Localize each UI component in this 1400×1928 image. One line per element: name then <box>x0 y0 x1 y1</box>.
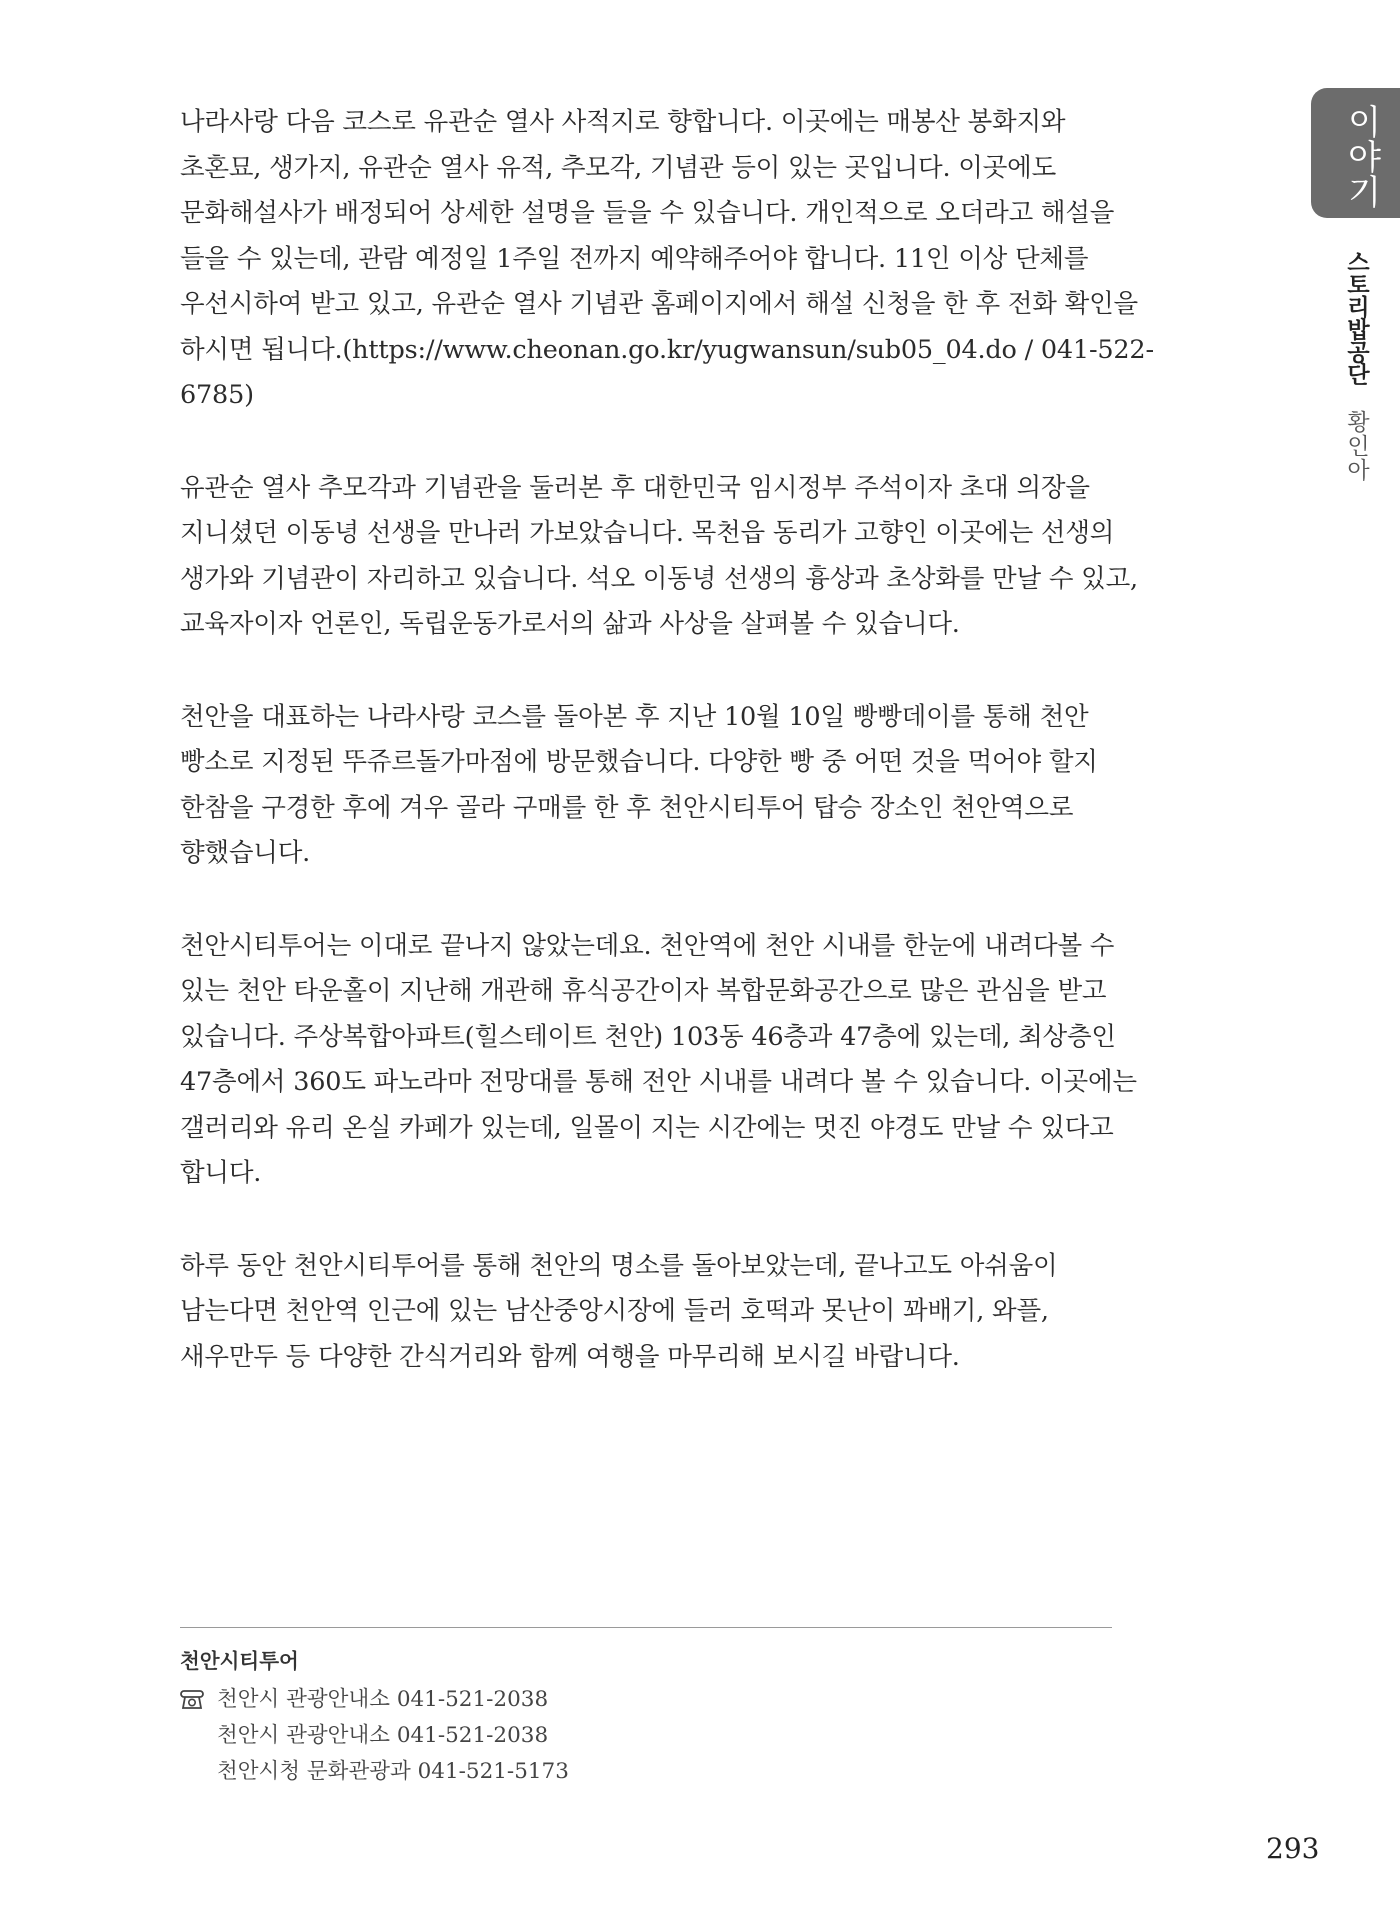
text-line: 천안을 대표하는 나라사랑 코스를 돌아본 후 지난 10월 10일 빵빵데이를 통해 천안 <box>180 701 1089 732</box>
text-line: 향했습니다. <box>180 838 311 868</box>
section-label: 스토리밥공단 <box>1343 250 1369 385</box>
paragraph <box>180 466 1160 648</box>
text-line: 교육자이자 언론인, 독립운동가로서의 삶과 사상을 살펴볼 수 있습니다. <box>180 609 960 639</box>
text-line: 있습니다. 주상복합아파트(힐스테이트 천안) 103동 46층과 47층에 있는데, 최상층인 <box>180 1021 1116 1052</box>
text-line: 나라사랑 다음 코스로 유관순 열사 사적지로 향합니다. 이곳에는 매봉산 봉화지와 <box>180 107 1066 137</box>
text-line: 유관순 열사 추모각과 기념관을 둘러본 후 대한민국 임시정부 주석이자 초대 의장을 <box>180 472 1090 503</box>
text-line: 합니다. <box>180 1158 262 1188</box>
contact-line: 천안시 관광안내소 041-521-2038 <box>217 1723 549 1748</box>
text-line: 문화해설사가 배정되어 상세한 설명을 들을 수 있습니다. 개인적으로 오더라고 해설을 <box>180 198 1115 228</box>
text-line: 남는다면 천안역 인근에 있는 남산중앙시장에 들러 호떡과 못난이 꽈배기, 와플, <box>180 1296 1049 1326</box>
paragraph <box>180 924 1160 1197</box>
text-line: 우선시하여 받고 있고, 유관순 열사 기념관 홈페이지에서 해설 신청을 한 후 전화 확인을 <box>180 289 1138 319</box>
phone-icon <box>180 1690 204 1710</box>
text-line: 하시면 됩니다.(https://www.cheonan.go.kr/yugwansun/sub05_04.do / 041-522- <box>180 334 1154 365</box>
text-line: 6785) <box>180 380 254 410</box>
text-line: 47층에서 360도 파노라마 전망대를 통해 전안 시내를 내려다 볼 수 있습니다. 이곳에는 <box>180 1067 1137 1097</box>
contact-title: 천안시티투어 <box>180 1649 299 1673</box>
contact-row <box>180 1754 880 1790</box>
text-line: 하루 동안 천안시티투어를 통해 천안의 명소를 돌아보았는데, 끝나고도 아쉬움이 <box>180 1250 1058 1281</box>
text-line: 들을 수 있는데, 관람 예정일 1주일 전까지 예약해주어야 합니다. 11인 이상 단체를 <box>180 243 1089 274</box>
page-number: 293 <box>1266 1832 1320 1865</box>
contact-row <box>180 1682 880 1718</box>
section-divider <box>180 1627 1112 1628</box>
paragraph <box>180 100 1160 419</box>
text-line: 새우만두 등 다양한 간식거리와 함께 여행을 마무리해 보시길 바랍니다. <box>180 1341 960 1372</box>
text-line: 생가와 기념관이 자리하고 있습니다. 석오 이동녕 선생의 흉상과 초상화를 만날 수 있고, <box>180 563 1138 594</box>
text-line: 빵소로 지정된 뚜쥬르돌가마점에 방문했습니다. 다양한 빵 중 어떤 것을 먹어야 할지 <box>180 747 1098 777</box>
text-line: 갤러리와 유리 온실 카페가 있는데, 일몰이 지는 시간에는 멋진 야경도 만날 수 있다고 <box>180 1112 1114 1143</box>
text-line: 있는 천안 타운홀이 지난해 개관해 휴식공간이자 복합문화공간으로 많은 관심을 받고 <box>180 976 1107 1006</box>
contact-info <box>180 1646 880 1790</box>
contact-line: 천안시 관광안내소 041-521-2038 <box>217 1687 549 1712</box>
text-line: 지니셨던 이동녕 선생을 만나러 가보았습니다. 목천읍 동리가 고향인 이곳에는 선생의 <box>180 518 1115 548</box>
chapter-tab-label: 이야기 <box>1341 104 1381 209</box>
text-line: 천안시티투어는 이대로 끝나지 않았는데요. 천안역에 천안 시내를 한눈에 내려다볼 수 <box>180 930 1115 961</box>
paragraph <box>180 695 1160 877</box>
text-line: 초혼묘, 생가지, 유관순 열사 유적, 추모각, 기념관 등이 있는 곳입니다. 이곳에도 <box>180 152 1057 183</box>
article-body <box>180 100 1160 1427</box>
contact-line: 천안시청 문화관광과 041-521-5173 <box>217 1759 569 1784</box>
contact-row <box>180 1718 880 1754</box>
text-line: 한참을 구경한 후에 겨우 골라 구매를 한 후 천안시티투어 탑승 장소인 천안역으로 <box>180 792 1074 823</box>
paragraph <box>180 1244 1160 1381</box>
author-label: 황인아 <box>1343 410 1369 482</box>
